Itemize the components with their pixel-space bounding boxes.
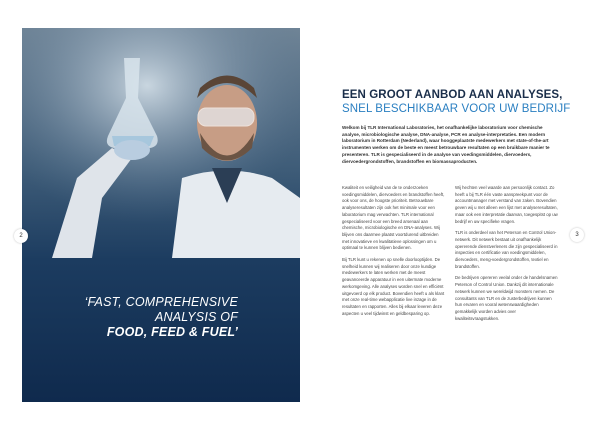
body-paragraph: Bij TLR kunt u rekenen op snelle doorlooptijden. De snelheid kunnen wij realiseren door onze kundige medewerkers te laten werken met de meest geavanceerde apparatuur in een uitermate moderne werkomgeving. Alle analyses worden snel en efficiënt uitgevoerd op elk product. Bovendien heeft u als klant met onze real-time webapplicatie live inzage in de resultaten en rapporten. Alles bij elkaar leveren deze aspecten u veel tijdwinst en geldbesparing op. — [342, 257, 445, 316]
left-page — [22, 28, 300, 402]
pull-quote — [22, 295, 238, 340]
body-paragraph: De bedrijven opereren veelal onder de handelsnamen Peterson of Control Union. Dankzij dit internationale netwerk kunnen we wereldwijd monsters nemen. De consultants van TLR en de zusterbedrijven kunnen hun ervaren en vooral wetenswaardigheden gemakkelijk worden advies over kwaliteitsvraagstukken. — [455, 275, 558, 321]
quote-line-3: FOOD, FEED & FUEL’ — [106, 325, 238, 339]
page-subtitle: SNEL BESCHIKBAAR VOOR UW BEDRIJF — [342, 103, 571, 115]
intro-paragraph: Welkom bij TLR International Laboratories, het onafhankelijke laboratorium voor chemische analyse, microbiologische analyse, DNA-analyse, PCR en analyse-interpretaties. Een modern laboratorium in Rotterdam (Nederland), waar hooggeplaatste medewerkers met state-of-the-art instrumenten werken om de beste en meest betrouwbare resultaten op een bruikbare manier te presenteren. TLR is gespecialiseerd in de analyse van voedingsmiddelen, diervoeders, diervoedergrondstoffen, brandstoffen en biomassaproducten. — [342, 125, 550, 164]
quote-line-2: ANALYSIS OF — [154, 310, 238, 324]
body-column-left — [342, 185, 446, 322]
scientist-photo — [22, 28, 300, 258]
page-number-right: 3 — [570, 228, 584, 242]
page-title: EEN GROOT AANBOD AAN ANALYSES, — [342, 89, 563, 101]
page-number-left: 2 — [14, 229, 28, 243]
quote-line-1: ‘FAST, COMPREHENSIVE — [84, 295, 238, 309]
body-paragraph: Wij hechten veel waarde aan persoonlijk contact. Zo heeft u bij TLR één vaste aanspreekpunt voor de accountmanager met verstand van zaken. Bovendien geven wij u met alleen een lijst met analyseresultaten, maar ook een interpretatie daarvan, toegespitst op uw bedrijf en uw specifieke vragen. — [455, 185, 558, 224]
body-paragraph: TLR is onderdeel van het Peterson en Control Union-netwerk. Dit netwerk bestaat uit onafhankelijk opererende dienstverleners die zijn gespecialiseerd in inspecties en certificatie van voedingsmiddelen, diervoeders, meng-voedergrondstoffen, textiel en brandstoffen. — [455, 230, 558, 269]
body-paragraph: Kwaliteit en veiligheid van de te onderzoeken voedingsmiddelen, diervoeders en brandstoffen heeft, ook voor ons, de hoogste prioriteit. Betrouwbare analyseresultaten zijn ook het minimale voor een laboratorium mag verwachten. TLR international gespecialiseerd voor een breed arsenaal aan chemische, microbiologische en DNA-analyses. Wij blijven ons daarmee plaatst voortdurend uitbreiden met innovatieve en kwalitatieve oplossingen om u optimaal te kunnen blijven bedienen. — [342, 185, 445, 251]
body-column-right — [455, 185, 559, 327]
